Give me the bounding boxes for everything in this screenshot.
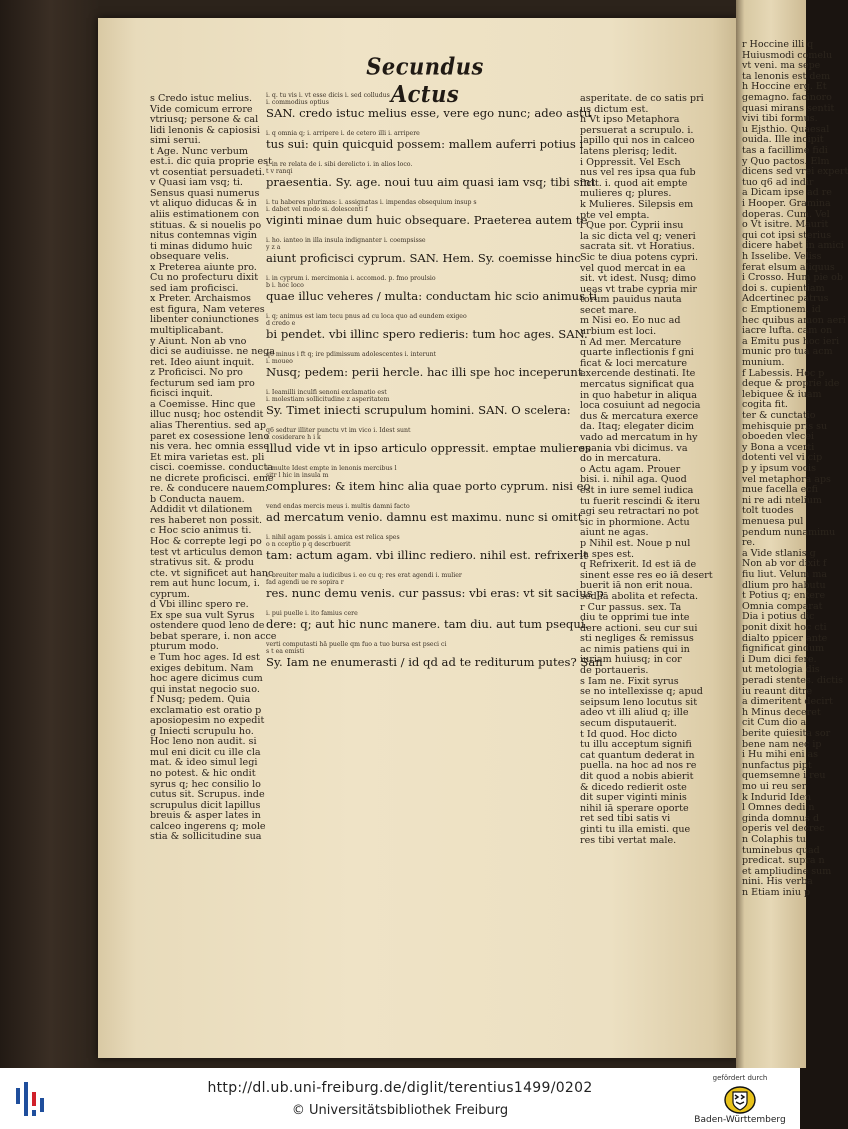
commentary-line: s Iam ne. Fixit syrus: [580, 675, 679, 687]
commentary-line: est in iure semel iudica: [580, 484, 694, 496]
next-page-line: u Ejsthio. Quaesal: [742, 123, 830, 135]
commentary-line: Addidit vt dilationem: [150, 504, 253, 516]
commentary-line: nitus contemnas vigin: [150, 230, 257, 242]
commentary-line: sed iā abolita et refecta.: [580, 590, 699, 602]
commentary-line: k Mulieres. Silepsis em: [580, 198, 694, 210]
commentary-line: illuc nusq; hoc ostendit: [150, 409, 264, 421]
next-page-line: hec quibus amon aeri: [742, 314, 846, 326]
commentary-line: torum pauidus nauta: [580, 294, 682, 306]
commentary-line: i Oppressit. Vel Esch: [580, 156, 681, 168]
next-page-line: Omnia comparat: [742, 600, 823, 612]
main-text-line: complures: & item hinc alia quae porto cyprum. nisi eo: [266, 479, 591, 493]
next-page-line: a Dicam ipse ad re: [742, 187, 832, 199]
commentary-line: exiges debitum. Nam: [150, 662, 254, 674]
right-commentary-column: [580, 93, 713, 846]
interlinear-gloss: verti computasti hā puelle qm fuo a tuo bursa est pseci ci: [266, 641, 447, 648]
commentary-line: libenter coniunctiones: [150, 314, 259, 326]
next-page-line: o Vt isitre. Maurit: [742, 219, 829, 231]
next-page-line: y Quo pactos. Elm: [742, 155, 830, 167]
commentary-line: res tibi vertat male.: [580, 834, 677, 846]
commentary-line: puella. na hoc ad nos re: [580, 760, 697, 772]
interlinear-gloss: o n cceptio p q descrbuerit: [266, 541, 351, 548]
next-page-line: re.: [742, 537, 756, 549]
commentary-line: p Nihil est. Noue p nul: [580, 537, 691, 549]
next-page-line: quasi mirans sentit: [742, 102, 835, 114]
next-page-line: ponit dixit hoc cti: [742, 622, 827, 633]
commentary-line: tu illu acceptum signifi: [580, 739, 692, 751]
commentary-line: r Cur passus. sex. Ta: [580, 601, 682, 613]
footer-bar: [0, 1068, 800, 1129]
commentary-line: vt aliquo diducas & in: [150, 198, 257, 210]
main-text-line: bi pendet. vbi illinc spero redieris: tum hoc ages. SAN.: [266, 327, 588, 341]
commentary-line: cyprum.: [150, 588, 190, 600]
main-text-line: tus sui: quin quicquid possem: mallem auferri potius i: [266, 137, 584, 151]
commentary-line: t Age. Nunc verbum: [150, 145, 249, 157]
commentary-line: nihil iā sperare oporte: [580, 802, 689, 814]
commentary-line: h Vt ipso Metaphora: [580, 114, 680, 126]
commentary-line: f Nusq; pedem. Quia: [150, 694, 251, 706]
next-page-line: deque & proprie ide: [742, 378, 840, 390]
commentary-line: lapillo qui nos in calceo: [580, 135, 695, 147]
next-page-line: p y ipsum vocis: [742, 463, 816, 474]
next-page-line: dotenti vel vi cip: [742, 452, 823, 464]
next-page-line: bene nam nec ip: [742, 738, 822, 750]
commentary-line: urbium est loci.: [580, 326, 657, 338]
commentary-line: l Que por. Cyprii insu: [580, 220, 684, 232]
next-page-line: ginda domnus d: [742, 812, 820, 824]
next-page-line: a dimeritent decirt: [742, 696, 833, 708]
commentary-line: x Preterea aiunte pro.: [150, 261, 257, 273]
commentary-line: v Quasi iam vsq; ti.: [150, 177, 243, 189]
next-page-line: dialto ppicer ante: [742, 632, 828, 644]
commentary-line: bisi. i. nihil aga. Quod: [580, 474, 687, 486]
commentary-line: a Coemisse. Hinc que: [150, 398, 256, 410]
next-page-line: doperas. Cum. Vel: [742, 208, 830, 220]
next-page-line: tas a facillime fidi: [742, 145, 828, 156]
next-page-line: a Emitu pus hoc ieri: [742, 335, 840, 347]
next-page-line: operis vel decrec: [742, 823, 825, 835]
next-page-line: ut metologia dis: [742, 664, 820, 676]
next-page-line: tuminebus quad: [742, 844, 820, 856]
commentary-line: rem aut hunc locum, i.: [150, 578, 260, 590]
copyright-text: © Universitätsbibliothek Freiburg: [291, 1103, 509, 1118]
commentary-line: dus & mercatura exerce: [580, 410, 699, 422]
commentary-line: latens plerisq; ledit.: [580, 145, 678, 157]
commentary-line: multiplicabant.: [150, 325, 224, 337]
commentary-line: obsequare velis.: [150, 251, 230, 263]
next-page-line: nunfactus pipt: [742, 759, 812, 771]
commentary-line: z Proficisci. No pro: [150, 367, 243, 379]
commentary-line: vt cosentiat persuadeti.: [150, 166, 265, 178]
commentary-line: ostendere quod leno de: [150, 620, 265, 632]
next-page-line: predicat. supra n: [742, 855, 825, 867]
sponsor-name: Baden-Württemberg: [694, 1115, 786, 1125]
next-page-line: ta lenonis est dem: [742, 70, 831, 82]
next-page-line: f Labessis. Hoc p: [742, 367, 825, 379]
commentary-line: pturum modo.: [150, 641, 219, 653]
commentary-line: iuriam huiusq; in cor: [580, 654, 682, 666]
commentary-line: sacrata sit. vt Horatius.: [580, 241, 695, 253]
interlinear-gloss: i. multe Idest empte in lenonis mercibus l: [266, 465, 397, 472]
interlinear-gloss: i. breuiter malu a iudicibus i. eo cu q; res erat agendi i. mulier: [266, 572, 462, 579]
commentary-line: Ex spe sua vult Syrus: [150, 609, 255, 621]
next-page-line: l Omnes dedi n: [742, 802, 815, 814]
commentary-line: buerit iā non erit noua.: [580, 580, 693, 592]
main-text-line: ad mercatum venio. damnu est maximu. nunc si omitt: [266, 510, 583, 524]
main-text-line: viginti minae dum huic obsequare. Praeterea autem te: [266, 213, 588, 227]
commentary-line: d Vbi illinc spero re.: [150, 599, 249, 611]
commentary-line: & dicedo redierit oste: [580, 781, 687, 793]
commentary-line: ueas vt trabe cypria mir: [580, 283, 698, 295]
commentary-line: aiunt ne agas.: [580, 527, 649, 539]
interlinear-gloss: i. q; animus est iam tecu pnus ad cu loca quo ad eundem exigeo: [266, 313, 467, 320]
commentary-line: ret. Ideo aiunt inquit.: [150, 356, 255, 368]
commentary-line: x Preter. Archaismos: [150, 293, 251, 305]
commentary-line: o Actu agam. Prouer: [580, 463, 681, 475]
commentary-line: breuis & asper lates in: [150, 810, 261, 822]
commentary-line: ficisci inquit.: [150, 388, 213, 400]
commentary-line: sed iam proficisci.: [150, 282, 239, 294]
next-page-line: vivi tibi formus.: [742, 113, 818, 125]
main-text-line: illud vide vt in ipso articulo oppressit. emptae mulieres: [266, 441, 591, 455]
next-page-line: ter & cunctatio: [742, 410, 816, 421]
commentary-line: m Nisi eo. Eo nuc ad: [580, 315, 681, 327]
commentary-line: spania vbi dicimus. va: [580, 442, 688, 454]
next-page-line: tuo q6 ad indir: [742, 176, 814, 188]
commentary-line: Sic te diua potens cypri.: [580, 251, 699, 263]
main-text-line: Nusq; pedem: perii hercle. hac illi spe hoc inceperunt.: [266, 365, 587, 379]
next-page-line: n Etiam iniu p: [742, 887, 811, 898]
commentary-line: secum disputauerit.: [580, 718, 677, 730]
interlinear-gloss: i. in cyprum i. mercimonia i. accomod. p. fmo proulsio: [266, 275, 436, 282]
interlinear-gloss: q6 sedtur illiter punctu vt im vico i. Idest sunt: [266, 427, 411, 434]
commentary-line: lidi lenonis & capiosisi: [150, 124, 260, 136]
main-text-line: praesentia. Sy. age. noui tuu aim quasi iam vsq; tibi sint: [266, 175, 596, 189]
main-text-line: Sy. Timet iniecti scrupulum homini. SAN. O scelera:: [266, 403, 571, 417]
next-page-line: nini. His verba: [742, 876, 813, 888]
commentary-line: adeo vt illi aliud q; ille: [580, 707, 689, 719]
commentary-line: asperitate. de co satis pri: [580, 93, 704, 104]
next-page-line: h Hoccine erg. Et: [742, 81, 827, 93]
next-page-line: peradi stentes. dictis: [742, 675, 844, 686]
commentary-line: stituas. & si nouelis po: [150, 219, 262, 231]
commentary-line: de portaueris.: [580, 665, 649, 677]
commentary-line: mul eni dicit cu ille cla: [150, 746, 261, 758]
commentary-line: sic in phormione. Actu: [580, 516, 690, 528]
next-page-line: fignificat gindum: [742, 643, 825, 655]
commentary-line: c Hoc scio animus ti.: [150, 525, 252, 537]
main-text-line: res. nunc demu venis. cur passus: vbi eras: vt sit sacius p: [266, 586, 604, 600]
commentary-line: q Refrixerit. Id est iā de: [580, 559, 697, 571]
main-text-line: Sy. Iam ne enumerasti / id qd ad te rediturum putes? San: [266, 655, 603, 669]
commentary-line: persuerat a scrupulo. i.: [580, 124, 694, 136]
commentary-line: in quo habetur in aliqua: [580, 389, 698, 401]
interlinear-gloss: i. Ieamilli inculfi senoni exclamatio est: [266, 389, 387, 396]
commentary-line: no potest. & hic ondit: [150, 768, 256, 779]
next-page-line: ni re adi ntelium: [742, 494, 822, 506]
commentary-line: mat. & ideo simul legi: [150, 757, 258, 769]
commentary-line: res haberet non possit.: [150, 514, 263, 526]
commentary-line: loca cosuiunt ad negocia: [580, 400, 701, 412]
commentary-line: fecturum sed iam pro: [150, 377, 255, 389]
sponsor-label: gefördert durch: [712, 1074, 768, 1082]
next-page-line: berite quiesita sor: [742, 728, 831, 739]
next-page-line: gemagno. facinoro: [742, 92, 832, 103]
interlinear-gloss: t v ranqi: [266, 168, 293, 175]
commentary-line: paret ex cosessione leno: [150, 430, 270, 442]
next-page-line: vel metaphora aps: [742, 473, 831, 485]
commentary-line: sinent esse res eo iā desert: [580, 569, 713, 581]
main-text-line: dere: q; aut hic nunc manere. tam diu. aut tum psequi.: [266, 617, 589, 631]
commentary-line: mercatus significat qua: [580, 379, 695, 391]
commentary-line: Hoc leno non audit. si: [150, 736, 257, 748]
commentary-line: cisci. coemisse. conducta: [150, 462, 274, 474]
next-page-line: t Potius q; entere: [742, 590, 826, 602]
next-page-line: i Hu mihi eni as: [742, 749, 819, 761]
commentary-line: sti negliges & remissus: [580, 633, 694, 645]
next-page-line: i Hooper. Gramina: [742, 198, 831, 209]
interlinear-gloss: i. commodius optius: [266, 99, 329, 106]
commentary-line: seipsum leno locutus sit: [580, 696, 698, 708]
sponsor-badge: [690, 1072, 790, 1127]
next-page-line: tolt tuodes: [742, 505, 794, 517]
next-page-line: r Hoccine illi q: [742, 39, 814, 50]
next-page-line: dicere habet in amici: [742, 240, 844, 252]
next-page-line: pendum nunamimu: [742, 526, 836, 538]
commentary-line: nis vera. hec omnia esse: [150, 441, 270, 453]
next-page-line: iu reaunt ditre: [742, 685, 813, 697]
commentary-line: e Tum hoc ages. Id est: [150, 651, 260, 663]
commentary-line: t Id quod. Hoc dicto: [580, 728, 678, 740]
commentary-line: simi serui.: [150, 135, 201, 147]
next-page-line: menuesa pul: [742, 516, 804, 527]
commentary-line: est figura, Nam veteres: [150, 303, 265, 315]
commentary-line: ti minas didumo huic: [150, 240, 253, 252]
coat-of-arms-icon: [722, 1085, 758, 1115]
next-page-line: doi s. cupientiam: [742, 282, 825, 294]
commentary-line: Sensus quasi numerus: [150, 187, 260, 199]
commentary-line: cutus sit. Scrupus. inde: [150, 789, 265, 801]
interlinear-gloss: i. in re relata de i. sibi derelicto i. in alios loco.: [266, 161, 413, 168]
page-url-link[interactable]: http://dl.ub.uni-freiburg.de/diglit/terentius1499/0202: [207, 1080, 593, 1096]
next-page-line: c Emptionem. id: [742, 304, 821, 315]
commentary-line: pte vel empta.: [580, 209, 650, 221]
next-page-line: cit Cum dio a: [742, 717, 807, 729]
commentary-line: ginti tu illa emisti. que: [580, 823, 691, 835]
commentary-line: agi seu retractari no pot: [580, 506, 699, 518]
commentary-line: ret sed tibi satis vi: [580, 813, 671, 825]
next-page-line: h Isselibe. Veliss: [742, 251, 822, 262]
interlinear-gloss: fad agendi ue re sopira r: [266, 579, 344, 586]
commentary-line: scrupulus dicit lapillus: [150, 799, 261, 811]
commentary-line: test vt articulus demon: [150, 546, 263, 558]
commentary-line: cat quantum dederat in: [580, 749, 695, 761]
interlinear-gloss: s t ea emisti: [266, 648, 305, 655]
next-page-line: ferat elsum aliquus: [742, 261, 835, 273]
commentary-line: ficit. i. quod ait empte: [580, 177, 688, 189]
commentary-line: do in mercatura.: [580, 453, 662, 465]
next-page-line: munium.: [742, 357, 785, 368]
interlinear-gloss: b i. hoc loco: [266, 282, 304, 289]
next-page-line: Adcertinec patrus: [742, 293, 829, 305]
next-page-line: n Colaphis tu: [742, 834, 806, 845]
interlinear-gloss: i. pui puelle i. ito famius cere: [266, 610, 358, 617]
main-text-line: quae illuc veheres / multa: conductam hic scio animus ti: [266, 289, 598, 303]
next-page-line: a Vide stlanis g: [742, 547, 816, 559]
interlinear-gloss: q6 minus i ft q; ire pdimissum adolescentes i. interunt: [266, 351, 437, 358]
commentary-line: vado ad mercatum in hy: [580, 432, 698, 443]
commentary-line: ac nimis patiens qui in: [580, 643, 690, 655]
commentary-line: alias Therentius. sed ap: [150, 419, 267, 431]
next-page-line: munic pro tua acm: [742, 346, 833, 358]
next-page-line: mue facella ecfi: [742, 484, 818, 496]
commentary-line: tu fuerit rescindi & iteru: [580, 495, 701, 507]
interlinear-gloss: i. dabet vel modo si. dolescenti f: [266, 206, 368, 213]
interlinear-gloss: sitr l hic in insula m: [266, 472, 329, 479]
commentary-line: mulieres q; plures.: [580, 188, 672, 200]
commentary-line: g Iniecti scrupulu ho.: [150, 725, 254, 737]
commentary-line: dit super viginti minis: [580, 792, 687, 804]
next-page-line: vt veni. ma sepe: [742, 60, 821, 72]
commentary-line: hoc agere dicimus cum: [150, 673, 263, 685]
next-page-line: i Dum dici fere.: [742, 653, 817, 665]
commentary-line: us dictum est.: [580, 103, 649, 115]
commentary-line: da. Itaq; elegater dicim: [580, 421, 694, 433]
next-page-line: quemsemne i reu: [742, 770, 826, 782]
commentary-line: Cu no profecturu dixit: [150, 272, 259, 284]
interlinear-gloss: vend endas mercis meus i. multis damni facto: [266, 503, 410, 510]
commentary-line: dere actioni. seu cur sui: [580, 622, 698, 634]
commentary-line: diu te opprimi tue inte: [580, 612, 690, 624]
commentary-line: Hoc & correpte legi po: [150, 535, 262, 547]
commentary-line: est.i. dic quia proprie est: [150, 156, 272, 168]
commentary-line: n Ad mer. Mercature: [580, 336, 682, 348]
interlinear-gloss: i. q. tu vis i. vt esse dicis i. sed colludus: [266, 92, 390, 99]
commentary-line: aposiopesim no expedit: [150, 715, 265, 727]
commentary-line: vel quod mercat in ea: [580, 262, 686, 274]
commentary-line: re. & conducere nauem.: [150, 483, 268, 495]
next-page-line: dlium pro habutu: [742, 579, 826, 591]
commentary-line: sit. vt idest. Nusq; dimo: [580, 273, 697, 285]
commentary-line: dici se audiuisse. ne nega: [150, 346, 275, 358]
next-page-line: oboeden vlecei: [742, 431, 814, 443]
next-page-line: qui cot ipsi sterius: [742, 229, 832, 241]
commentary-line: calceo ingerens q; mole: [150, 820, 266, 832]
next-page-line: Huiusmodi comelu: [742, 49, 833, 61]
commentary-line: exercende destinati. Ite: [580, 368, 696, 380]
interlinear-gloss: i. q omnia q; i. arripere i. de cetero illi i. arripere: [266, 130, 420, 137]
commentary-line: cte. vt significet aut hanc: [150, 567, 274, 579]
interlinear-gloss: i. cosiderare h i k: [266, 434, 321, 441]
commentary-line: stia & sollicitudine sua: [150, 831, 262, 843]
commentary-line: Et mira varietas est. pli: [150, 451, 265, 463]
interlinear-gloss: i. molestiam sollicitudine z asperitatem: [266, 396, 390, 403]
next-page-line: Non ab vor dixit f: [742, 558, 827, 570]
commentary-line: strativus sit. & produ: [150, 557, 254, 569]
commentary-line: vtriusq; persone & cal: [150, 114, 259, 126]
interlinear-gloss: i. tu haberes plurimas: i. assignatas i. impendas obsequium insup s: [266, 199, 477, 206]
interlinear-gloss: i. ho. ianteo in illa insula indignanter i. coempsisse: [266, 237, 426, 244]
commentary-line: la spes est.: [580, 548, 635, 560]
commentary-line: bebat sperare, i. non acce: [150, 630, 277, 642]
interlinear-gloss: d credo e: [266, 320, 296, 327]
commentary-line: aliis estimationem con: [150, 209, 260, 221]
commentary-line: b Conducta nauem.: [150, 493, 245, 505]
commentary-line: exclamatio est oratio p: [150, 704, 262, 716]
commentary-line: se no intellexisse q; apud: [580, 686, 703, 698]
commentary-line: dit quod a nobis abierit: [580, 771, 694, 782]
next-page-line: cogita fit.: [742, 399, 788, 411]
main-text-line: SAN. credo istuc melius esse, vere ego nunc; adeo astu: [266, 106, 592, 120]
next-page-line: lebiquee & iuam: [742, 388, 822, 400]
running-head: Secundus Actus: [366, 52, 484, 108]
next-page-line: dicens sed vrei expert: [742, 166, 848, 178]
commentary-line: qui instat negocio suo.: [150, 683, 260, 695]
next-page-line: fiu liut. Velum ma: [742, 569, 827, 580]
next-page-line: ouida. Ille incipit: [742, 134, 824, 146]
next-page-line: y Bona a vcerti: [742, 441, 815, 453]
commentary-line: s Credo istuc melius.: [150, 93, 253, 104]
next-page-line: k Indurid Iden: [742, 791, 812, 803]
commentary-line: ficat & loci mercature: [580, 357, 688, 369]
commentary-line: Vide comicum errore: [150, 103, 253, 115]
next-page-line: i Crosso. Hum pie ob: [742, 272, 843, 284]
next-page-line: Dia i potius dic: [742, 611, 815, 623]
interlinear-gloss: i. moueo: [266, 358, 293, 365]
next-page-edge: [736, 0, 848, 1068]
next-page-line: mehisquie pris su: [742, 420, 828, 432]
next-page-line: mo ui reu ser: [742, 781, 807, 792]
commentary-line: secet mare.: [580, 304, 637, 316]
next-page-line: iacre lufta. cam on: [742, 325, 833, 337]
interlinear-gloss: y z a: [266, 244, 281, 251]
next-page-line: h Minus deceret: [742, 706, 821, 718]
commentary-line: ne dicrete proficisci. eme: [150, 472, 274, 484]
interlinear-gloss: i. nihil agam possis i. amica est relica spes: [266, 534, 400, 541]
commentary-line: y Aiunt. Non ab vno: [150, 335, 247, 347]
commentary-line: nus vel res ipsa qua fub: [580, 167, 696, 179]
main-text-line: tam: actum agam. vbi illinc rediero. nihil est. refrixerit: [266, 548, 588, 562]
commentary-line: la sic dicta vel q; veneri: [580, 230, 696, 242]
commentary-line: syrus q; hec consilio lo: [150, 778, 261, 790]
main-text-line: aiunt proficisci cyprum. SAN. Hem. Sy. coemisse hinc: [266, 251, 581, 265]
commentary-line: quarte inflectionis f gni: [580, 347, 694, 359]
next-page-line: et ampliudine sum: [742, 865, 832, 877]
